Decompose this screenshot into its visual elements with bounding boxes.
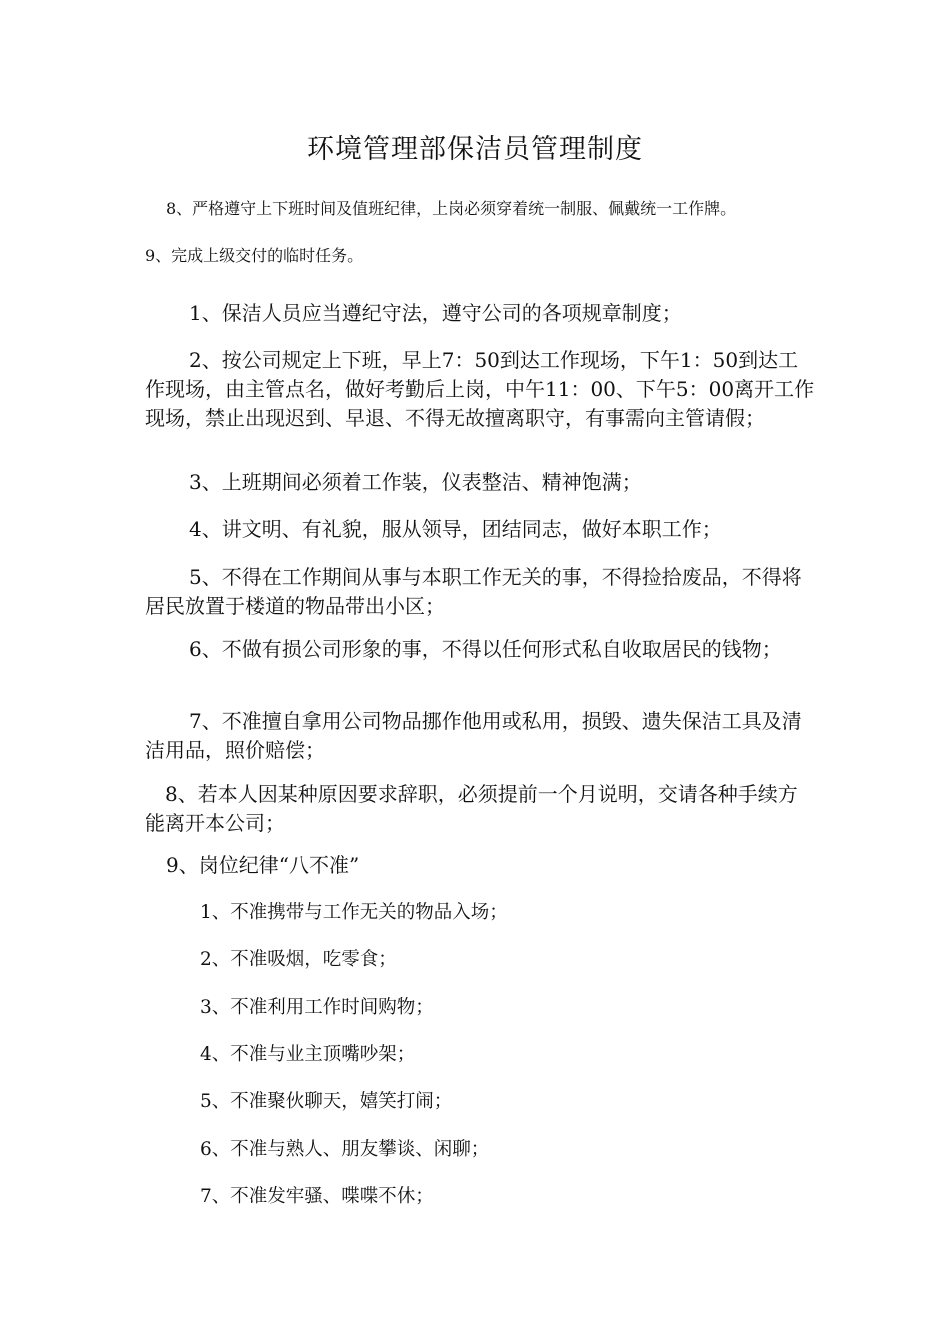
rule-5: 5、不得在工作期间从事与本职工作无关的事，不得捡拾废品，不得将居民放置于楼道的物品带出小区； bbox=[145, 565, 802, 618]
rule-7: 7、不准擅自拿用公司物品挪作他用或私用，损毁、遗失保洁工具及清洁用品，照价赔偿； bbox=[145, 709, 802, 762]
intro-item-9: 9、完成上级交付的临时任务。 bbox=[145, 246, 364, 265]
discipline-heading: 9、岗位纪律“八不准” bbox=[166, 853, 360, 877]
rule-1: 1、保洁人员应当遵纪守法，遵守公司的各项规章制度； bbox=[189, 301, 682, 325]
discipline-item-2: 2、不准吸烟，吃零食； bbox=[200, 949, 397, 970]
rule-8: 8、若本人因某种原因要求辞职，必须提前一个月说明，交请各种手续方能离开本公司； bbox=[145, 782, 798, 835]
rule-6: 6、不做有损公司形象的事，不得以任何形式私自收取居民的钱物； bbox=[189, 637, 782, 661]
discipline-item-7: 7、不准发牢骚、喋喋不休； bbox=[200, 1186, 434, 1207]
document-title: 环境管理部保洁员管理制度 bbox=[307, 134, 643, 165]
discipline-item-5: 5、不准聚伙聊天，嬉笑打闹； bbox=[200, 1091, 453, 1112]
rule-3: 3、上班期间必须着工作装，仪表整洁、精神饱满； bbox=[189, 470, 642, 494]
rule-4: 4、讲文明、有礼貌，服从领导，团结同志，做好本职工作； bbox=[189, 517, 722, 541]
rule-2: 2、按公司规定上下班，早上7：50到达工作现场，下午1：50到达工作现场，由主管点名，做好考勤后上岗，中午11：00、下午5：00离开工作现场，禁止出现迟到、早退、不得无故擅离职守，有事需向主管请假； bbox=[145, 348, 815, 430]
discipline-item-1: 1、不准携带与工作无关的物品入场； bbox=[200, 902, 508, 923]
intro-item-8: 8、严格遵守上下班时间及值班纪律，上岗必须穿着统一制服、佩戴统一工作牌。 bbox=[166, 199, 737, 218]
discipline-item-4: 4、不准与业主顶嘴吵架； bbox=[200, 1044, 416, 1065]
discipline-item-3: 3、不准利用工作时间购物； bbox=[200, 997, 434, 1018]
discipline-item-6: 6、不准与熟人、朋友攀谈、闲聊； bbox=[200, 1139, 490, 1160]
